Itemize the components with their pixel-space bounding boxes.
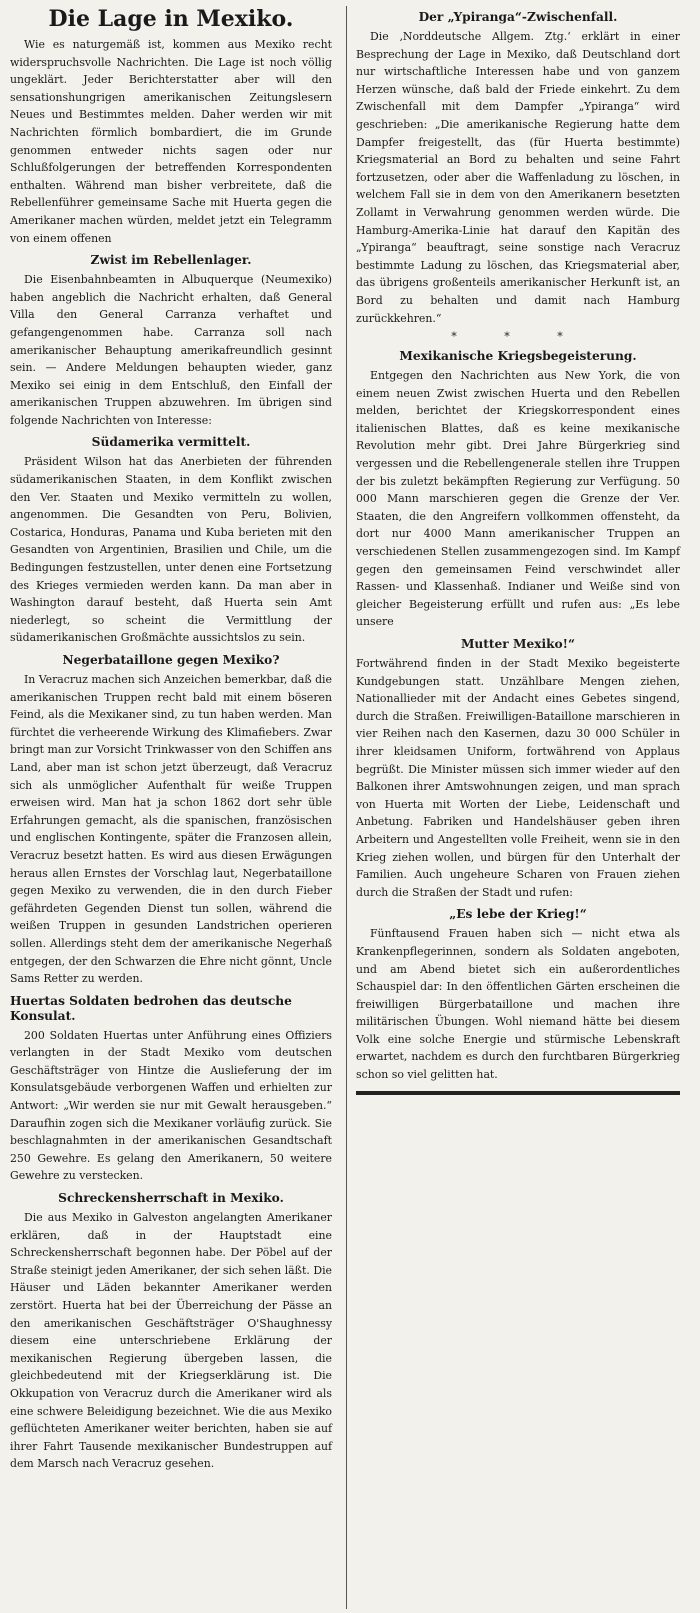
headline: Die Lage in Mexiko.: [48, 6, 294, 32]
end-rule: [356, 1091, 680, 1095]
section-paragraph-negerbataillone: In Veracruz machen sich Anzeichen bemerkbar, daß die amerikanischen Truppen recht bald mit einem böseren Feind, als die Mexikaner sind, zu tun haben werden. Man fürchtet die verheerende Wirkung des Klimafiebers. Zwar bringt man zur Vorsicht Trinkwasser von den Schiffen ans Land, aber man ist schon jetzt überzeugt, daß Veracruz sich als unmöglicher Aufenthalt für weiße Truppen erweisen wird. Man hat ja schon 1862 dort sehr üble Erfahrungen gemacht, als die spanischen, französischen und englischen Kontingente, später die Franzosen allein, Veracruz besetzt hatten. Es wird aus diesen Erwägungen heraus allen Ernstes der Vorschlag laut, Negerbataillone gegen Mexiko zu verwenden, die in den durch Fieber gefährdeten Gegenden Dienst tun sollen, während die weißen Truppen in gesunden Landstrichen operieren sollen. Allerdings steht dem der amerikanische Negerhaß entgegen, der den Schwarzen die Ehre nicht gönnt, Uncle Sams Retter zu werden.: [10, 673, 332, 986]
section-paragraph-mutter-mexiko: Fortwährend finden in der Stadt Mexiko begeisterte Kundgebungen statt. Unzählbare Mengen ziehen, Nationallieder mit der Andacht eines Gebetes singend, durch die Straßen. Freiwilligen-Bataillone marschieren in vier Reihen nach den Kasernen, dazu 30 000 Schüler in ihrer kleidsamen Uniform, fortwährend von Applaus begrüßt. Die Minister müssen sich immer wieder auf den Balkonen ihrer Amtswohnungen zeigen, und man sprach von Huerta mit Worten der Liebe, Leidenschaft und Anbetung. Fabriken und Handelshäuser geben ihren Arbeitern und Angestellten volle Freiheit, wenn sie in den Krieg ziehen wollen, und bürgen für den Unterhalt der Familien. Auch ungeheure Scharen von Frauen ziehen durch die Straßen der Stadt und rufen:: [356, 657, 680, 899]
intro-paragraph: Wie es naturgemäß ist, kommen aus Mexiko recht widerspruchsvolle Nachrichten. Die Lage ist noch völlig ungeklärt. Jeder Berichterstatter aber will den sensationshungrigen amerikanischen Zeitungslesern Neues und Bestimmtes melden. Daher werden wir mit Nachrichten förmlich bombardiert, die im Grunde genommen entweder nichts sagen oder nur Schlußfolgerungen der betreffenden Korrespondenten enthalten. Während man bisher verbreitete, daß die Rebellenführer gemeinsame Sache mit Huerta gegen die Amerikaner machen würden, meldet jetzt ein Telegramm von einem offenen: [10, 38, 332, 245]
section-title-konsulat: Huertas Soldaten bedrohen das deutsche Konsulat.: [10, 993, 292, 1023]
section-paragraph-ypiranga: Die ‚Norddeutsche Allgem. Ztg.‘ erklärt in einer Besprechung der Lage in Mexiko, daß Deutschland dort nur wirtschaftliche Interessen habe und von ganzem Herzen wünsche, daß bald der Friede einkehrt. Zu dem Zwischenfall mit dem Dampfer „Ypiranga“ wird geschrieben: „Die amerikanische Regierung hatte dem Dampfer freigestellt, das (für Huerta bestimmte) Kriegsmaterial an Bord zu behalten und seine Fahrt fortzusetzen, oder aber die Waffenladung zu löschen, in welchem Fall sie in dem von den Amerikanern besetzten Zollamt in Verwahrung genommen werden würde. Die Hamburg-Amerika-Linie hat darauf den Kapitän des „Ypiranga“ beauftragt, seine sonstige nach Veracruz bestimmte Ladung zu löschen, das Kriegsmaterial aber, das übrigens großenteils amerikanischer Herkunft ist, an Bord zu behalten und damit nach Hamburg zurückkehren.“: [356, 30, 680, 325]
section-paragraph-konsulat: 200 Soldaten Huertas unter Anführung eines Offiziers verlangten in der Stadt Mexiko vom deutschen Geschäftsträger von Hintze die Auslieferung der im Konsulatsgebäude verborgenen Waffen und erhielten zur Antwort: „Wir werden sie nur mit Gewalt herausgeben.“ Daraufhin zogen sich die Mexikaner vorläufig zurück. Sie beschlagnahmten in der amerikanischen Gesandtschaft 250 Gewehre. Es gelang den Amerikanern, 50 weitere Gewehre zu verstecken.: [10, 1028, 332, 1183]
section-separator: * * *: [451, 330, 585, 344]
right-column: [350, 0, 690, 1613]
section-title-ypiranga: Der „Ypiranga“-Zwischenfall.: [418, 10, 618, 24]
column-divider: [346, 6, 347, 1609]
section-title-suedamerika: Südamerika vermittelt.: [91, 435, 251, 450]
section-paragraph-kriegsbegeisterung: Entgegen den Nachrichten aus New York, die von einem neuen Zwist zwischen Huerta und den Rebellen melden, berichtet der Kriegskorrespondent eines italienischen Blattes, daß es keine mexikanische Revolution mehr gibt. Drei Jahre Bürgerkrieg sind vergessen und die Rebellengenerale stellen ihre Truppen der bis zuletzt bekämpften Regierung zur Verfügung. 50 000 Mann marschieren gegen die Grenze der Ver. Staaten, die den Angreifern vollkommen offensteht, da dort nur 4000 Mann amerikanischer Truppen an verschiedenen Stellen zusammengezogen sind. Im Kampf gegen den gemeinsamen Feind verschwindet aller Rassen- und Klassenhaß. Indianer und Weiße sind von gleicher Begeisterung erfüllt und rufen aus: „Es lebe unsere: [356, 369, 680, 629]
section-title-zwist: Zwist im Rebellenlager.: [90, 253, 252, 268]
section-paragraph-zwist: Die Eisenbahnbeamten in Albuquerque (Neumexiko) haben angeblich die Nachricht erhalten, daß General Villa den General Carranza verhaftet und gefangengenommen habe. Carranza soll nach amerikanischer Behauptung amerikafreundlich gesinnt sein. — Andere Meldungen behaupten wieder, ganz Mexiko sei einig in dem Entschluß, den Einfall der amerikanischen Truppen abzuwehren. Im übrigen sind folgende Nachrichten von Interesse:: [10, 273, 332, 427]
section-title-schreckensherrschaft: Schreckensherrschaft in Mexiko.: [58, 1191, 284, 1206]
section-title-kriegsbegeisterung: Mexikanische Kriegsbegeisterung.: [399, 349, 637, 364]
section-paragraph-schreckensherrschaft: Die aus Mexiko in Galveston angelangten Amerikaner erklären, daß in der Hauptstadt eine Schreckensherrschaft begonnen habe. Der Pöbel auf der Straße steinigt jeden Amerikaner, der sich sehen läßt. Die Häuser und Läden bekannter Amerikaner werden zerstört. Huerta hat bei der Überreichung der Pässe an den amerikanischen Geschäftsträger O'Shaughnessy diesem eine unterschriebene Erklärung der mexikanischen Regierung übergeben lassen, die gleichbedeutend mit der Kriegserklärung ist. Die Okkupation von Veracruz durch die Amerikaner wird als eine schwere Beleidigung bezeichnet. Wie die aus Mexiko geflüchteten Amerikaner weiter berichten, haben sie auf ihrer Fahrt Tausende mexikanischer Bundestruppen auf dem Marsch nach Veracruz gesehen.: [10, 1211, 332, 1471]
section-title-mutter-mexiko: Mutter Mexiko!“: [460, 637, 576, 651]
section-title-es-lebe-der-krieg: „Es lebe der Krieg!“: [449, 907, 587, 922]
section-paragraph-es-lebe-der-krieg: Fünftausend Frauen haben sich — nicht etwa als Krankenpflegerinnen, sondern als Soldaten angeboten, und am Abend bietet sich ein außerordentliches Schauspiel dar: In den öffentlichen Gärten erscheinen die freiwilligen Bürgerbataillone und machen ihre militärischen Übungen. Wohl niemand hätte bei diesem Volk eine solche Energie und stürmische Lebenskraft erwartet, nachdem es durch den furchtbaren Bürgerkrieg schon so viel gelitten hat.: [356, 927, 680, 1082]
left-column: [0, 0, 340, 1613]
section-paragraph-suedamerika: Präsident Wilson hat das Anerbieten der führenden südamerikanischen Staaten, in dem Konflikt zwischen den Ver. Staaten und Mexiko vermitteln zu wollen, angenommen. Die Gesandten von Peru, Bolivien, Costarica, Honduras, Panama und Kuba berieten mit den Gesandten von Argentinien, Brasilien und Chile, um die Bedingungen festzustellen, unter denen eine Fortsetzung des Krieges vermieden werden kann. Da man aber in Washington darauf besteht, daß Huerta sein Amt niederlegt, so scheint die Vermittlung der südamerikanischen Großmächte aussichtslos zu sein.: [10, 455, 332, 645]
section-title-negerbataillone: Negerbataillone gegen Mexiko?: [62, 653, 280, 667]
